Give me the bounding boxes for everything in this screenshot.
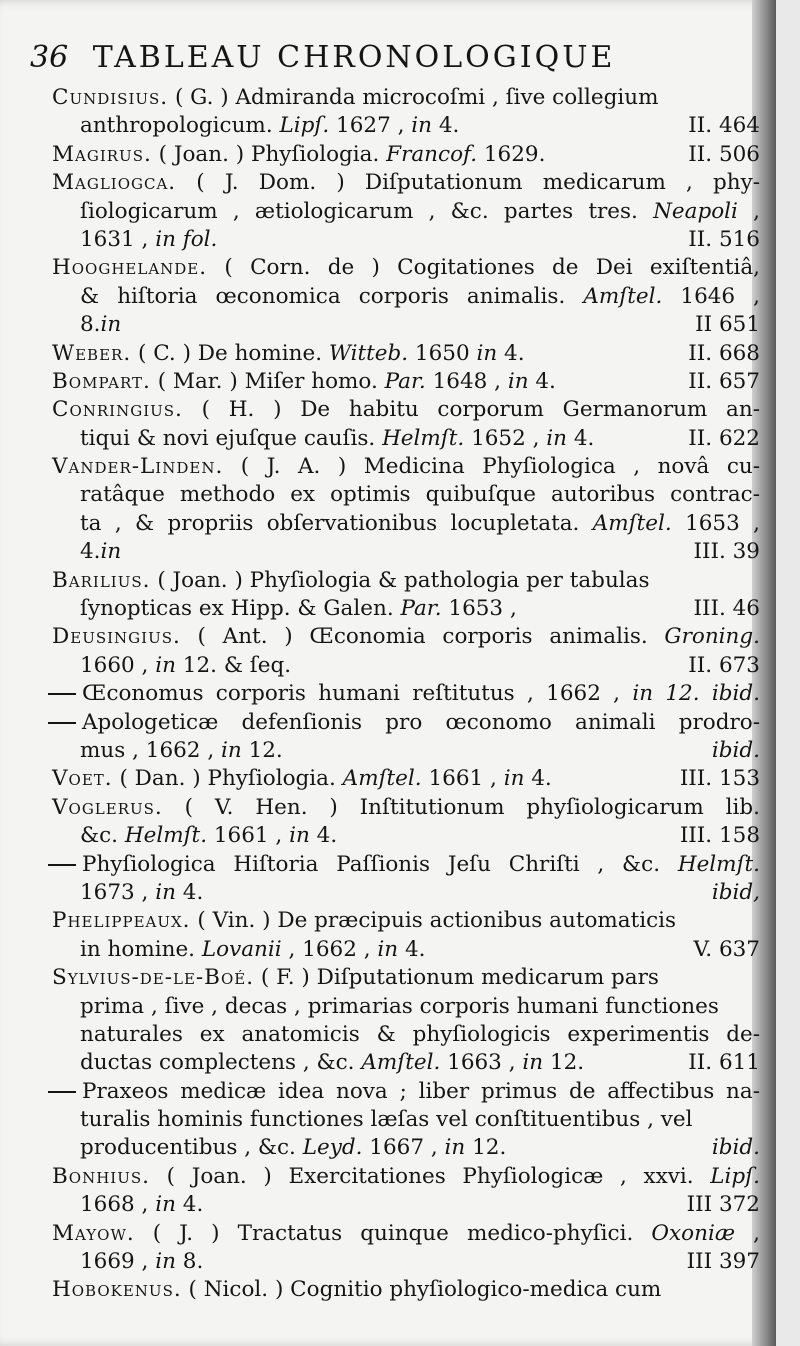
entry-line	[52, 822, 760, 850]
entry-text: ( J. A. ) Medicina Phyſiologica , novâ cu-	[223, 454, 760, 480]
entry-text: ( J. ) Tractatus quinque medico-phyſici.	[134, 1220, 652, 1246]
entry-text: 1668 ,	[80, 1192, 156, 1218]
entry-text: ſiologicarum , ætiologicarum , &c. partes tres.	[80, 198, 654, 224]
italic-text: in	[155, 879, 176, 905]
italic-text: in 12. ibid.	[632, 681, 760, 707]
entry-text: ta , & propriis obſervationibus locupletata.	[80, 510, 593, 536]
entry-text: 1652 ,	[464, 425, 547, 451]
entry-text: 4.	[175, 879, 204, 905]
bibliography-entry	[52, 1078, 760, 1163]
entry-text: producentibus , &c.	[80, 1135, 303, 1161]
entry-text: ductas complectens , &c.	[80, 1050, 362, 1076]
entry-line	[52, 340, 760, 368]
entry-line	[52, 851, 760, 879]
volume-page-ref: II. 673	[688, 652, 760, 678]
italic-text: in	[100, 312, 122, 338]
author-name: Hobokenus.	[52, 1277, 182, 1303]
entry-text: ( J. Dom. ) Diſputationum medicarum , phy-	[176, 170, 760, 196]
italic-text: in	[522, 1050, 544, 1076]
author-name: Hooghelande.	[52, 255, 208, 281]
entry-text: 4.	[175, 1192, 204, 1218]
italic-text: Par.	[400, 596, 442, 622]
author-name: Voglerus.	[52, 794, 163, 820]
entry-line	[52, 879, 760, 907]
entry-text: ,	[737, 198, 760, 224]
entry-text: 1653 ,	[671, 510, 760, 536]
bibliography-entry	[52, 340, 760, 368]
entry-text: 1669 ,	[80, 1249, 156, 1275]
italic-text: Oxoniæ	[651, 1220, 736, 1246]
ditto-dash	[48, 864, 76, 866]
italic-text: Leyd.	[302, 1135, 363, 1161]
bibliography-entry	[52, 907, 760, 964]
volume-page-ref: II. 516	[688, 226, 760, 252]
entry-text: ( Ant. ) Œconomia corporis animalis.	[180, 624, 665, 650]
entry-text: 8.	[80, 312, 101, 338]
bibliography-entry	[52, 254, 760, 339]
entry-text: naturales ex anatomicis & phyſiologicis experimentis de-	[80, 1021, 760, 1047]
bibliography-entry	[52, 141, 760, 169]
author-name: Bonhius.	[52, 1163, 150, 1189]
italic-text: in	[546, 425, 568, 451]
entry-text: 1661 ,	[421, 766, 504, 792]
entry-text: Apologeticæ defenſionis pro œconomo animali prodro-	[82, 709, 760, 735]
entry-line	[52, 425, 760, 453]
entry-text: 1663 ,	[440, 1050, 523, 1076]
running-header	[30, 38, 750, 78]
page-title: TABLEAU CHRONOLOGIQUE	[92, 40, 616, 75]
italic-text: in	[100, 539, 122, 565]
entry-text: 4.	[398, 936, 426, 962]
entry-line	[52, 794, 760, 822]
entry-text: 12.	[543, 1050, 585, 1076]
entry-text: 1667 ,	[362, 1135, 445, 1161]
author-name: Vander-Linden.	[52, 454, 224, 480]
volume-page-ref: II 651	[695, 312, 760, 338]
volume-page-ref: III. 158	[679, 823, 760, 849]
bibliography-entry	[52, 567, 760, 624]
entry-text: ( Vin. ) De præcipuis actionibus automaticis	[190, 908, 677, 934]
entry-text: Praxeos medicæ idea nova ; liber primus de affectibus na-	[82, 1078, 760, 1104]
entry-line	[52, 538, 760, 566]
entry-text: 1648 ,	[425, 368, 508, 394]
volume-page-ref: III. 46	[693, 596, 760, 622]
author-name: Barilius.	[52, 567, 151, 593]
volume-page-ref: II. 622	[688, 425, 760, 451]
italic-text: in	[507, 368, 529, 394]
entry-line	[52, 936, 760, 964]
bibliography-entry	[52, 623, 760, 680]
entry-text: mus , 1662 ,	[80, 737, 221, 763]
entry-text: 4.	[524, 766, 552, 792]
entry-text: tiqui & novi ejuſque cauſis.	[80, 425, 383, 451]
italic-text: Lovanii	[201, 936, 282, 962]
entry-text: &c.	[80, 823, 125, 849]
bibliography-entry	[52, 1276, 760, 1304]
entry-line	[52, 453, 760, 481]
entry-text: ( Joan. ) Phyſiologia & pathologia per tabulas	[150, 567, 650, 593]
entry-line	[52, 567, 760, 595]
entry-text: turalis hominis functiones læſas vel conſtituentibus , vel	[80, 1107, 693, 1133]
italic-text: Helmſt.	[124, 823, 208, 849]
bibliography-entry	[52, 1220, 760, 1277]
entry-line	[52, 1220, 760, 1248]
italic-text: in	[377, 936, 399, 962]
italic-text: in	[155, 652, 176, 678]
entry-text: 4.	[309, 823, 338, 849]
entry-text: 4.	[497, 340, 525, 366]
entry-line	[52, 652, 760, 680]
italic-text: in	[503, 766, 525, 792]
italic-text: Amſtel.	[342, 766, 422, 792]
entry-line	[52, 993, 760, 1021]
entry-line	[52, 226, 760, 254]
entry-text: 12. & ſeq.	[175, 652, 292, 678]
entry-line	[52, 680, 760, 708]
ditto-dash	[48, 1091, 76, 1093]
entry-text: 4.	[432, 113, 460, 139]
entry-text: & hiſtoria œconomica corporis animalis.	[80, 283, 584, 309]
bibliography-entry	[52, 169, 760, 254]
bibliography-entry	[52, 1163, 760, 1220]
volume-page-ref: ibid.	[711, 1135, 760, 1161]
italic-text: Par.	[384, 368, 426, 394]
entry-text: 1660 ,	[80, 652, 156, 678]
italic-text: in	[289, 823, 310, 849]
italic-text: Witteb.	[328, 340, 409, 366]
volume-page-ref: III 372	[686, 1192, 760, 1218]
entry-text: prima , ſive , decas , primarias corporis humani functiones	[80, 993, 719, 1019]
entry-text: ratâque methodo ex optimis quibuſque autoribus contrac-	[80, 482, 760, 508]
author-name: Deusingius.	[52, 624, 181, 650]
entry-line	[52, 84, 760, 112]
author-name: Conringius.	[52, 397, 183, 423]
bibliography-entry	[52, 680, 760, 708]
volume-page-ref: ibid.	[711, 737, 760, 763]
entry-text: , 1662 ,	[281, 936, 378, 962]
entry-text: 12.	[241, 737, 283, 763]
entry-text: 12.	[465, 1135, 507, 1161]
entry-text: ( H. ) De habitu corporum Germanorum an-	[182, 397, 760, 423]
volume-page-ref: ibid,	[711, 879, 760, 905]
author-name: Phelippeaux.	[52, 908, 191, 934]
bibliography-entry	[52, 368, 760, 396]
entry-text: 8.	[175, 1249, 204, 1275]
entry-text: 1629.	[477, 141, 546, 167]
bibliography-entry	[52, 851, 760, 908]
italic-text: in	[476, 340, 498, 366]
entry-text: ( Mar. ) Miſer homo.	[150, 368, 385, 394]
entry-text: 1653 ,	[441, 596, 517, 622]
entry-line	[52, 737, 760, 765]
bibliography-entry	[52, 396, 760, 453]
entry-text: ( Corn. de ) Cogitationes de Dei exiſtentiâ,	[207, 255, 760, 281]
entry-text: ( Dan. ) Phyſiologia.	[112, 766, 343, 792]
italic-text: Groning.	[664, 624, 760, 650]
entry-text: Œconomus corporis humani reſtitutus , 1662 ,	[82, 681, 633, 707]
volume-page-ref: II. 611	[688, 1050, 760, 1076]
italic-text: Lipſ.	[279, 113, 330, 139]
volume-page-ref: II. 668	[688, 340, 760, 366]
bibliography-entry	[52, 84, 760, 141]
entry-line	[52, 1276, 760, 1304]
italic-text: in	[155, 1249, 176, 1275]
entry-text: 1673 ,	[80, 879, 156, 905]
entry-line	[52, 1049, 760, 1077]
italic-text: Amſtel.	[361, 1050, 441, 1076]
bibliography-entry	[52, 453, 760, 567]
entry-line	[52, 1191, 760, 1219]
entry-line	[52, 1248, 760, 1276]
italic-text: in	[411, 113, 432, 139]
entry-text: ſynopticas ex Hipp. & Galen.	[80, 596, 401, 622]
entry-line	[52, 1021, 760, 1049]
author-name: Magirus.	[52, 141, 152, 167]
entry-line	[52, 595, 760, 623]
entry-line	[52, 1078, 760, 1106]
volume-page-ref: III 397	[686, 1249, 760, 1275]
italic-text: Lipſ.	[710, 1163, 760, 1189]
italic-text: in	[444, 1135, 466, 1161]
entry-line	[52, 311, 760, 339]
italic-text: Helmſt.	[677, 851, 760, 877]
entry-line	[52, 1163, 760, 1191]
italic-text: Neapoli	[653, 198, 738, 224]
entry-text: 1650	[408, 340, 477, 366]
entry-line	[52, 254, 760, 282]
ditto-dash	[48, 722, 76, 724]
author-name: Sylvius-de-le-Boé.	[52, 965, 255, 991]
entry-text: ( G. ) Admiranda microcoſmi , ſive collegium	[168, 85, 659, 110]
volume-page-ref: V. 637	[693, 936, 760, 962]
author-name: Mayow.	[52, 1220, 135, 1246]
author-name: Magliogca.	[52, 170, 177, 196]
entry-line	[52, 709, 760, 737]
entry-text: ( F. ) Diſputationum medicarum pars	[254, 965, 659, 991]
entry-line	[52, 141, 760, 169]
entry-line	[52, 396, 760, 424]
entry-line	[52, 198, 760, 226]
volume-page-ref: III. 153	[679, 766, 760, 792]
volume-page-ref: II. 464	[688, 113, 760, 139]
volume-page-ref: II. 506	[688, 141, 760, 167]
entry-text: Phyſiologica Hiſtoria Paſſionis Jeſu Chriſti , &c.	[82, 851, 678, 877]
entry-line	[52, 765, 760, 793]
entry-text: 4.	[528, 368, 556, 394]
entry-text: 1661 ,	[207, 823, 290, 849]
entry-text: ( Joan. ) Exercitationes Phyſiologicæ , xxvi.	[149, 1163, 711, 1189]
italic-text: Amſtel.	[583, 283, 663, 309]
entry-line	[52, 1106, 760, 1134]
entry-line	[52, 283, 760, 311]
entry-text: 1646 ,	[662, 283, 761, 309]
italic-text: Amſtel.	[592, 510, 672, 536]
entry-text: anthropologicum.	[80, 113, 280, 139]
entry-text: in homine.	[80, 936, 202, 962]
volume-page-ref: III. 39	[693, 539, 760, 565]
italic-text: in	[155, 1192, 176, 1218]
entry-text: ( Joan. ) Phyſiologia.	[151, 141, 387, 167]
author-name: Voet.	[52, 766, 113, 792]
entry-line	[52, 907, 760, 935]
entry-text: 1631 ,	[80, 226, 156, 252]
page-number: 36	[30, 40, 69, 75]
entry-text: ,	[735, 1220, 760, 1246]
bibliography-entry	[52, 794, 760, 851]
entry-text: 4.	[80, 539, 101, 565]
italic-text: Francof.	[386, 141, 478, 167]
ditto-dash	[48, 693, 76, 695]
bibliography-list	[52, 84, 760, 1305]
entry-text: ( C. ) De homine.	[131, 340, 329, 366]
entry-line	[52, 510, 760, 538]
italic-text: in fol.	[155, 226, 218, 252]
italic-text: in	[221, 737, 242, 763]
bibliography-entry	[52, 964, 760, 1078]
author-name: Bompart.	[52, 368, 151, 394]
italic-text: Helmſt.	[382, 425, 465, 451]
author-name: Weber.	[52, 340, 132, 366]
entry-text: ( Nicol. ) Cognitio phyſiologico-medica cum	[181, 1277, 662, 1303]
volume-page-ref: II. 657	[688, 368, 760, 394]
author-name: Cundisius.	[52, 85, 169, 110]
entry-text: ( V. Hen. ) Inſtitutionum phyſiologicarum lib.	[162, 794, 760, 820]
entry-text: 1627 ,	[329, 113, 412, 139]
entry-line	[52, 112, 760, 140]
entry-line	[52, 481, 760, 509]
bibliography-entry	[52, 709, 760, 766]
entry-line	[52, 1134, 760, 1162]
entry-line	[52, 368, 760, 396]
entry-line	[52, 623, 760, 651]
bibliography-entry	[52, 765, 760, 793]
entry-text: 4.	[567, 425, 595, 451]
entry-line	[52, 964, 760, 992]
entry-line	[52, 169, 760, 197]
